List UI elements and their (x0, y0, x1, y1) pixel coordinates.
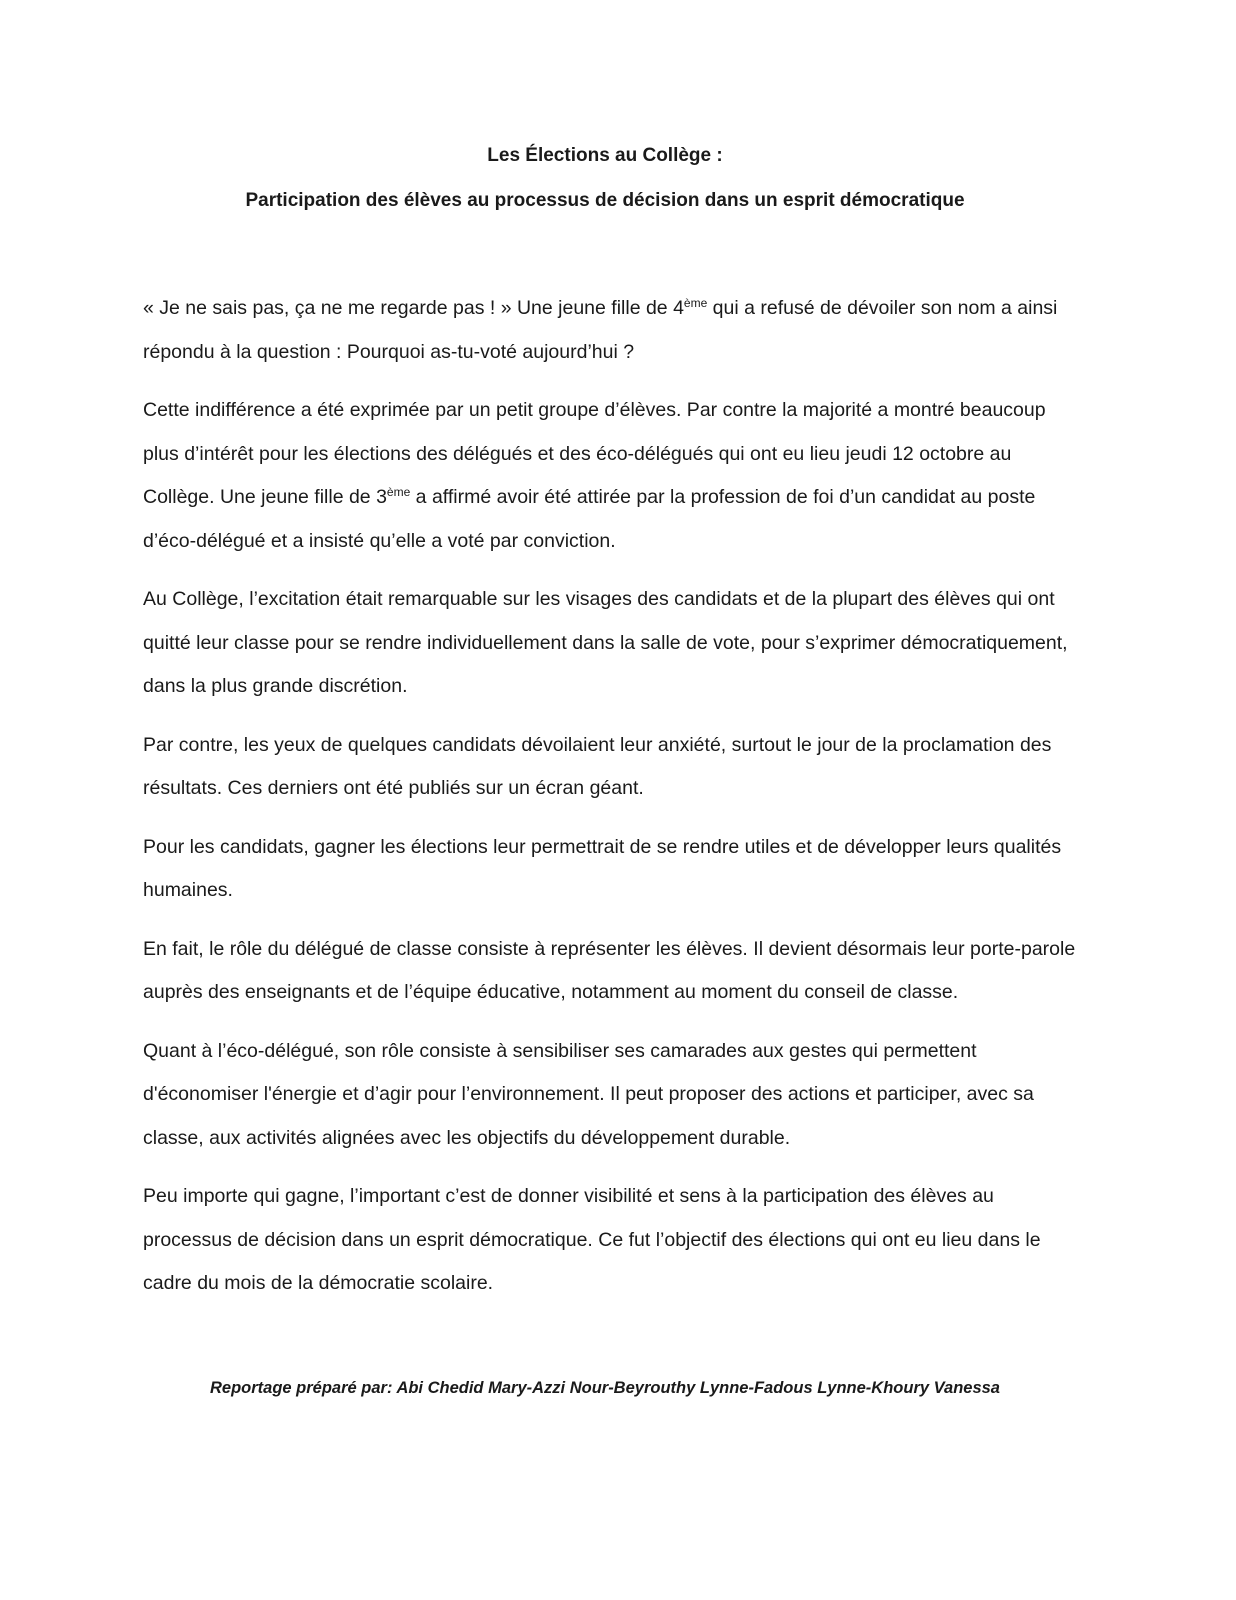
paragraph-2-text-b: a affirmé avoir été attirée par la profession de foi d’un candidat au poste d’éco-délégué et a insisté qu’elle a voté par conviction. (143, 486, 1036, 552)
paragraph-2 (143, 389, 1078, 563)
paragraph-8: Peu importe qui gagne, l’important c’est de donner visibilité et sens à la participation des élèves au processus de décision dans un esprit démocratique. Ce fut l’objectif des élections qui ont eu lieu dans le cadre du mois de la démocratie scolaire. (143, 1185, 1041, 1294)
title-block (140, 143, 1070, 214)
document-title: Les Élections au Collège : (487, 145, 723, 166)
paragraph-2-text-a: Cette indifférence a été exprimée par un petit groupe d’élèves. Par contre la majorité a montré beaucoup plus d’intérêt pour les élections des délégués et des éco-délégués qui ont eu lieu jeudi 12 octobre au Collège. Une jeune fille de 3 (143, 399, 1046, 508)
ordinal-superscript: ème (683, 296, 708, 310)
document-subtitle: Participation des élèves au processus de décision dans un esprit démocratique (245, 190, 965, 211)
paragraph-1 (143, 287, 1078, 374)
paragraph-1-text-b: qui a refusé de dévoiler son nom a ainsi répondu à la question : Pourquoi as-tu-voté aujourd’hui ? (143, 297, 1058, 363)
author-signature: Reportage préparé par: Abi Chedid Mary-Azzi Nour-Beyrouthy Lynne-Fadous Lynne-Khoury Vanessa (210, 1379, 1000, 1397)
paragraph-4: Par contre, les yeux de quelques candidats dévoilaient leur anxiété, surtout le jour de la proclamation des résultats. Ces derniers ont été publiés sur un écran géant. (143, 733, 1052, 799)
paragraph-5: Pour les candidats, gagner les élections leur permettrait de se rendre utiles et de développer leurs qualités humaines. (143, 835, 1062, 901)
paragraph-3: Au Collège, l’excitation était remarquable sur les visages des candidats et de la plupart des élèves qui ont quitté leur classe pour se rendre individuellement dans la salle de vote, pour s’exprimer démocratiquement, dans la plus grande discrétion. (143, 588, 1068, 697)
ordinal-superscript: ème (386, 485, 411, 499)
paragraph-6: En fait, le rôle du délégué de classe consiste à représenter les élèves. Il devient désormais leur porte-parole auprès des enseignants et de l’équipe éducative, notamment au moment du conseil de classe. (143, 937, 1076, 1003)
article-body (143, 287, 1078, 1321)
paragraph-1-text-a: « Je ne sais pas, ça ne me regarde pas ! » Une jeune fille de 4 (143, 297, 684, 319)
paragraph-7: Quant à l’éco-délégué, son rôle consiste à sensibiliser ses camarades aux gestes qui permettent d'économiser l'énergie et d’agir pour l’environnement. Il peut proposer des actions et participer, avec sa classe, aux activités alignées avec les objectifs du développement durable. (143, 1039, 1034, 1149)
